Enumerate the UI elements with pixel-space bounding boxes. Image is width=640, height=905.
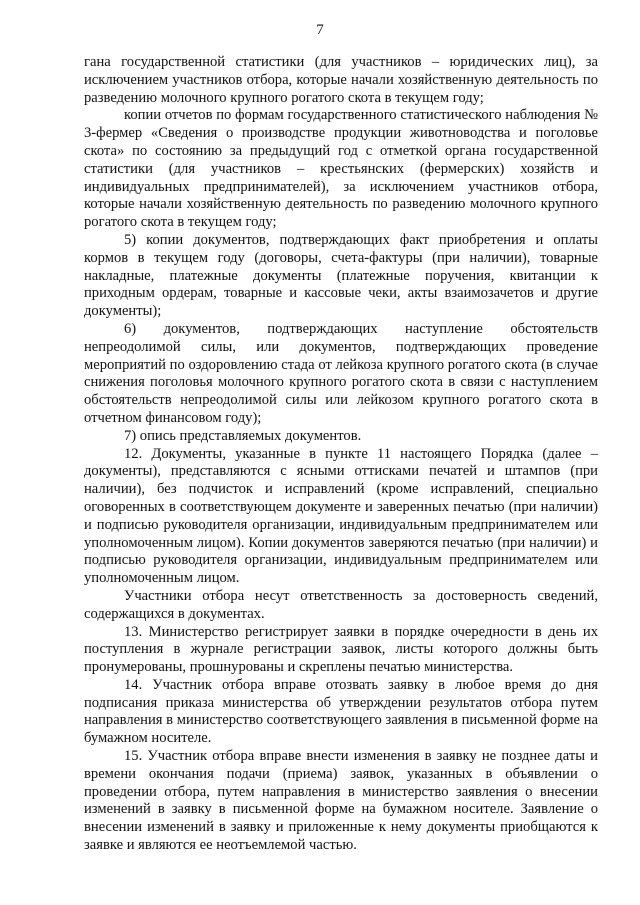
paragraph-form-3-farmer-copies: копии отчетов по формам государственного статистического наблюдения № 3-фермер «Сведения о производстве продукции животноводства и поголовье скота» по состоянию за предыдущий год с отметкой органа государственной статистики (для участников – крестьянских (фермерских) хозяйств и индивидуальных предпринимателей), за исключением участников отбора, которые начали хозяйственную деятельность по разведению молочного крупного рогатого скота в текущем году; bbox=[84, 107, 598, 231]
paragraph-continuation: гана государственной статистики (для участников – юридических лиц), за исключением участников отбора, которые начали хозяйственную деятельность по разведению молочного крупного рогатого скота в текущем году; bbox=[84, 54, 598, 106]
paragraph-item-5-feed-documents: 5) копии документов, подтверждающих факт приобретения и оплаты кормов в текущем году (договоры, счета-фактуры (при наличии), товарные накладные, платежные документы (платежные поручения, квитанции к приходным ордерам, товарные и кассовые чеки, акты взаимозачетов и другие документы); bbox=[84, 231, 598, 320]
page-number: 7 bbox=[316, 22, 324, 38]
paragraph-clause-14: 14. Участник отбора вправе отозвать заявку в любое время до дня подписания приказа министерства об утверждении результатов отбора путем направления в министерство соответствующего заявления в письменной форме на бумажном носителе. bbox=[84, 676, 598, 747]
paragraph-clause-12: 12. Документы, указанные в пункте 11 настоящего Порядка (далее – документы), представляются с ясными оттисками печатей и штампов (при наличии), без подчисток и исправлений (кроме исправлений, специально оговоренных в соответствующем документе и заверенных печатью (при наличии) и подписью руководителя организации, индивидуальным предпринимателем или уполномоченным лицом). Копии документов заверяются печатью (при наличии) и подписью руководителя организации, индивидуальным предпринимателем или уполномоченным лицом. bbox=[84, 445, 598, 587]
paragraph-clause-15: 15. Участник отбора вправе внести изменения в заявку не позднее даты и времени окончания подачи (приема) заявок, указанных в объявлении о проведении отбора, путем направления в министерство заявления о внесении изменений в заявку в письменной форме на бумажном носителе. Заявление о внесении изменений в заявку и приложенные к нему документы приобщаются к заявке и являются ее неотъемлемой частью. bbox=[84, 748, 598, 854]
document-body bbox=[84, 54, 598, 855]
paragraph-responsibility: Участники отбора несут ответственность за достоверность сведений, содержащихся в документах. bbox=[84, 587, 598, 622]
paragraph-clause-13: 13. Министерство регистрирует заявки в порядке очередности в день их поступления в журнале регистрации заявок, листы которого должны быть пронумерованы, прошнурованы и скреплены печатью министерства. bbox=[84, 623, 598, 676]
paragraph-item-6-force-majeure: 6) документов, подтверждающих наступление обстоятельств непреодолимой силы, или документов, подтверждающих проведение мероприятий по оздоровлению стада от лейкоза крупного рогатого скота (в случае снижения поголовья молочного крупного рогатого скота в связи с наступлением обстоятельств непреодолимой силы или лейкозом крупного рогатого скота в отчетном финансовом году); bbox=[84, 320, 598, 426]
paragraph-item-7-inventory: 7) опись представляемых документов. bbox=[124, 427, 362, 444]
